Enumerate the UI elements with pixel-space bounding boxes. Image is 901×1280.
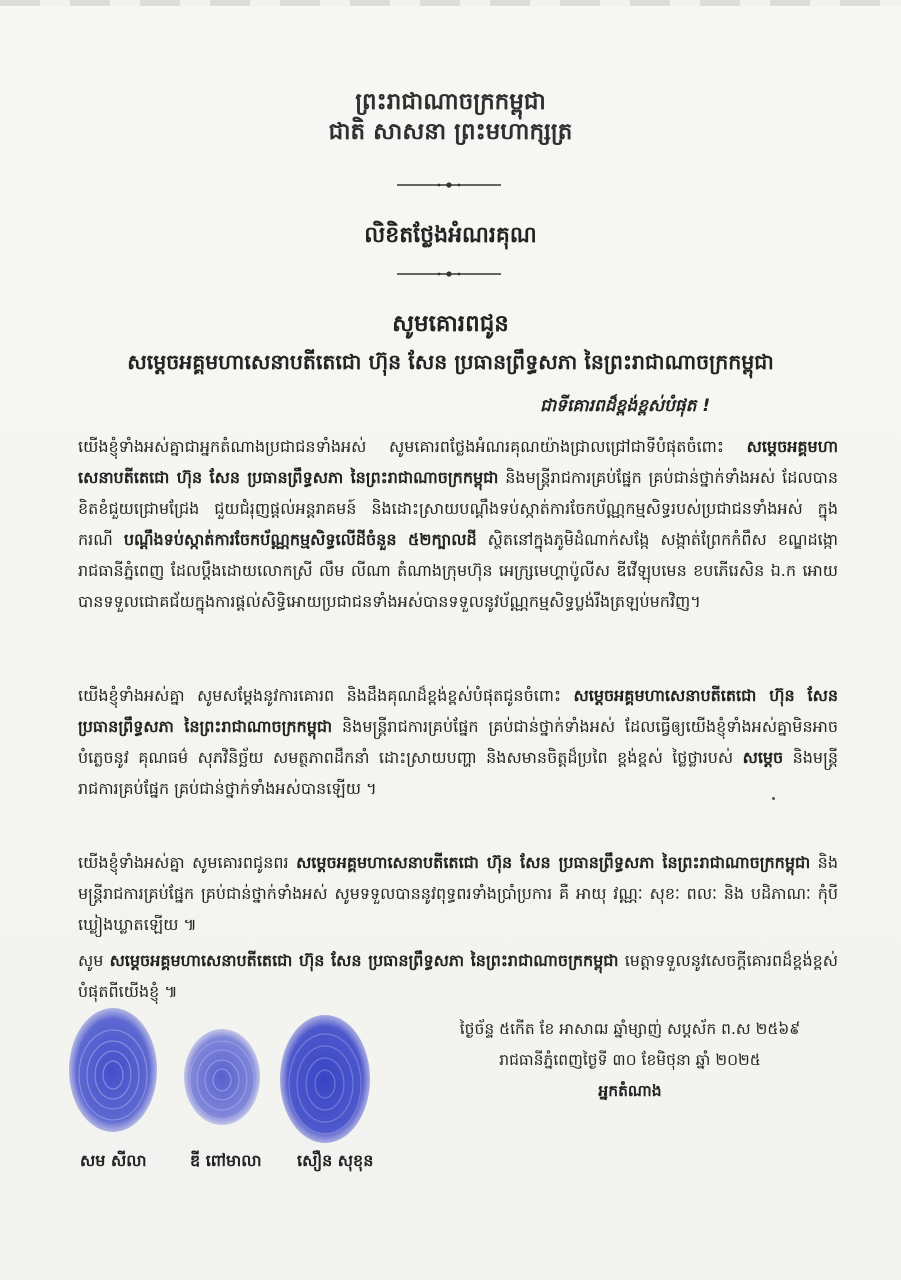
p2-recipient: សម្ដេចអគ្គមហាសេនាបតីតេជោ ហ៊ុន សែន ប្រធានព្រឹទ្ធសភា នៃព្រះរាជាណាចក្រកម្ពុជា [78, 686, 838, 736]
p2-text-c: និងមន្ត្រីរាជការគ្រប់ផ្នែក គ្រប់ជាន់ថ្នាក់ទាំងអស់ ដែលធ្វើឲ្យយើងខ្ញុំទាំងអស់គ្នាមិនអាចបំភ្លេចនូវ គុណធម៌ សុភវិនិច្ឆ័យ សមត្ថភាពដឹកនាំ ដោះស្រាយបញ្ហា និងសមានចិត្តដ៏ប្រពៃ ខ្ពង់ខ្ពស់ ថ្លៃថ្លារបស់ [78, 717, 838, 767]
document-title: លិខិតថ្លែងអំណរគុណ [364, 223, 537, 248]
lunar-date: ថ្ងៃច័ន្ទ ៥កើត ខែ អាសាឍ ឆ្នាំម្សាញ់ សប្ដស័ក ព.ស ២៥៦៩ [459, 1020, 801, 1038]
p1-text-a: យើងខ្ញុំទាំងអស់គ្នាជាអ្នកតំណាងប្រជាជនទាំងអស់ សូមគោរពថ្លែងអំណរគុណយ៉ាងជ្រាលជ្រៅជាទីបំផុតចំពោះ [78, 437, 747, 456]
p4-text-a: សូម [78, 951, 110, 970]
recipient-line: សម្ដេចអគ្គមហាសេនាបតីតេជោ ហ៊ុន សែន ប្រធានព្រឹទ្ធសភា នៃព្រះរាជាណាចក្រកម្ពុជា [127, 350, 774, 374]
p4-recipient: សម្ដេចអគ្គមហាសេនាបតីតេជោ ហ៊ុន សែន ប្រធានព្រឹទ្ធសភា នៃព្រះរាជាណាចក្រកម្ពុជា [109, 951, 619, 970]
paragraph-3 [78, 847, 838, 940]
p1-case: បណ្ដឹងទប់ស្កាត់ការចែកប័ណ្ណកម្មសិទ្ធលើដីចំនួន ៥២ក្បាលដី [123, 530, 477, 549]
divider-ornament [395, 269, 503, 279]
p3-recipient: សម្ដេចអគ្គមហាសេនាបតីតេជោ ហ៊ុន សែន ប្រធានព្រឹទ្ធសភា នៃព្រះរាជាណាចក្រកម្ពុជា [296, 853, 811, 872]
paragraph-2 [78, 680, 838, 804]
p2-text-e: និងមន្ត្រីរាជការគ្រប់ផ្នែក គ្រប់ជាន់ថ្នាក់ទាំងអស់បានឡើយ ។ [78, 748, 839, 798]
greeting: ជាទីគោរពដ៏ខ្ពង់ខ្ពស់បំផុត ! [540, 396, 711, 416]
signatory-name-1: សម សីលា [80, 1151, 147, 1170]
scan-edge [0, 0, 901, 6]
scan-speck [772, 797, 775, 800]
respectfully-to: សូមគោរពជូន [392, 311, 509, 337]
p2-text-a: យើងខ្ញុំទាំងអស់គ្នា សូមសម្ដែងនូវការគោរព និងដឹងគុណដ៏ខ្ពង់ខ្ពស់បំផុតជូនចំពោះ [78, 686, 574, 705]
place-and-date: រាជធានីភ្នំពេញថ្ងៃទី ៣០ ខែមិថុនា ឆ្នាំ ២០២៥ [499, 1051, 761, 1069]
thumbprint-3 [278, 1012, 373, 1147]
paragraph-4 [78, 945, 838, 1007]
paragraph-1 [78, 431, 838, 617]
divider-ornament [395, 180, 503, 190]
thumbprint-1 [66, 1005, 161, 1135]
p4-text-c: មេត្តាទទួលនូវសេចក្ដីគោរពដ៏ខ្ពង់ខ្ពស់បំផុតពីយើងខ្ញុំ ៕ [78, 951, 838, 1001]
signatory-name-2: ឌី ពៅមាលា [190, 1151, 262, 1170]
p1-text-c: និងមន្ត្រីរាជការគ្រប់ផ្នែក គ្រប់ជាន់ថ្នាក់ទាំងអស់ ដែលបានខិតខំជួយជ្រោមជ្រែង ជួយជំរុញផ្ដល់អន្តរាគមន៍ និងដោះស្រាយបណ្ដឹងទប់ស្កាត់ការចែកប័ណ្ណកម្មសិទ្ធរបស់ប្រជាជនទាំងអស់ ក្នុងករណី [78, 468, 839, 549]
p3-text-a: យើងខ្ញុំទាំងអស់គ្នា សូមគោរពជូនពរ [78, 853, 297, 872]
kingdom-heading: ព្រះរាជាណាចក្រកម្ពុជា [355, 89, 546, 115]
thumbprint-2 [180, 1025, 265, 1130]
p1-recipient: សម្ដេចអគ្គមហាសេនាបតីតេជោ ហ៊ុន សែន ប្រធានព្រឹទ្ធសភា នៃព្រះរាជាណាចក្រកម្ពុជា [78, 437, 838, 487]
signatory-name-3: សឿន សុខុន [297, 1151, 374, 1170]
national-motto: ជាតិ សាសនា ព្រះមហាក្សត្រ [328, 119, 573, 145]
p1-text-e: ស្ថិតនៅក្នុងភូមិដំណាក់សង្កែ សង្កាត់ព្រែកកំពឹស ខណ្ឌដង្កោ រាជធានីភ្នំពេញ ដែលប្ដឹងដោយលោកស្រី លឹម លីណា តំណាងក្រុមហ៊ុន អេក្ស្រមេហ្គាប៉ូលីស ឌីវើឡុបមេន ខបភើរេសិន ឯ.ក អោយបានទទួលជោគជ័យក្នុងការផ្ដល់សិទ្ធិអោយប្រជាជនទាំងអស់បានទទួលនូវប័ណ្ណកម្មសិទ្ធប្លង់រឹងត្រឡប់មកវិញ។ [78, 530, 838, 611]
representative-label: អ្នកតំណាង [598, 1082, 662, 1100]
date-block [420, 1014, 840, 1107]
p2-samdech: សម្ដេច [742, 748, 784, 767]
p3-text-c: និងមន្ត្រីរាជការគ្រប់ផ្នែក គ្រប់ជាន់ថ្នាក់ទាំងអស់ សូមទទួលបាននូវពុទ្ធពរទាំងប្រាំប្រការ គឺ អាយុ វណ្ណៈ សុខៈ ពលៈ និង បដិភាណៈ កុំបីឃ្លៀងឃ្លាតឡើយ ៕ [78, 853, 838, 934]
